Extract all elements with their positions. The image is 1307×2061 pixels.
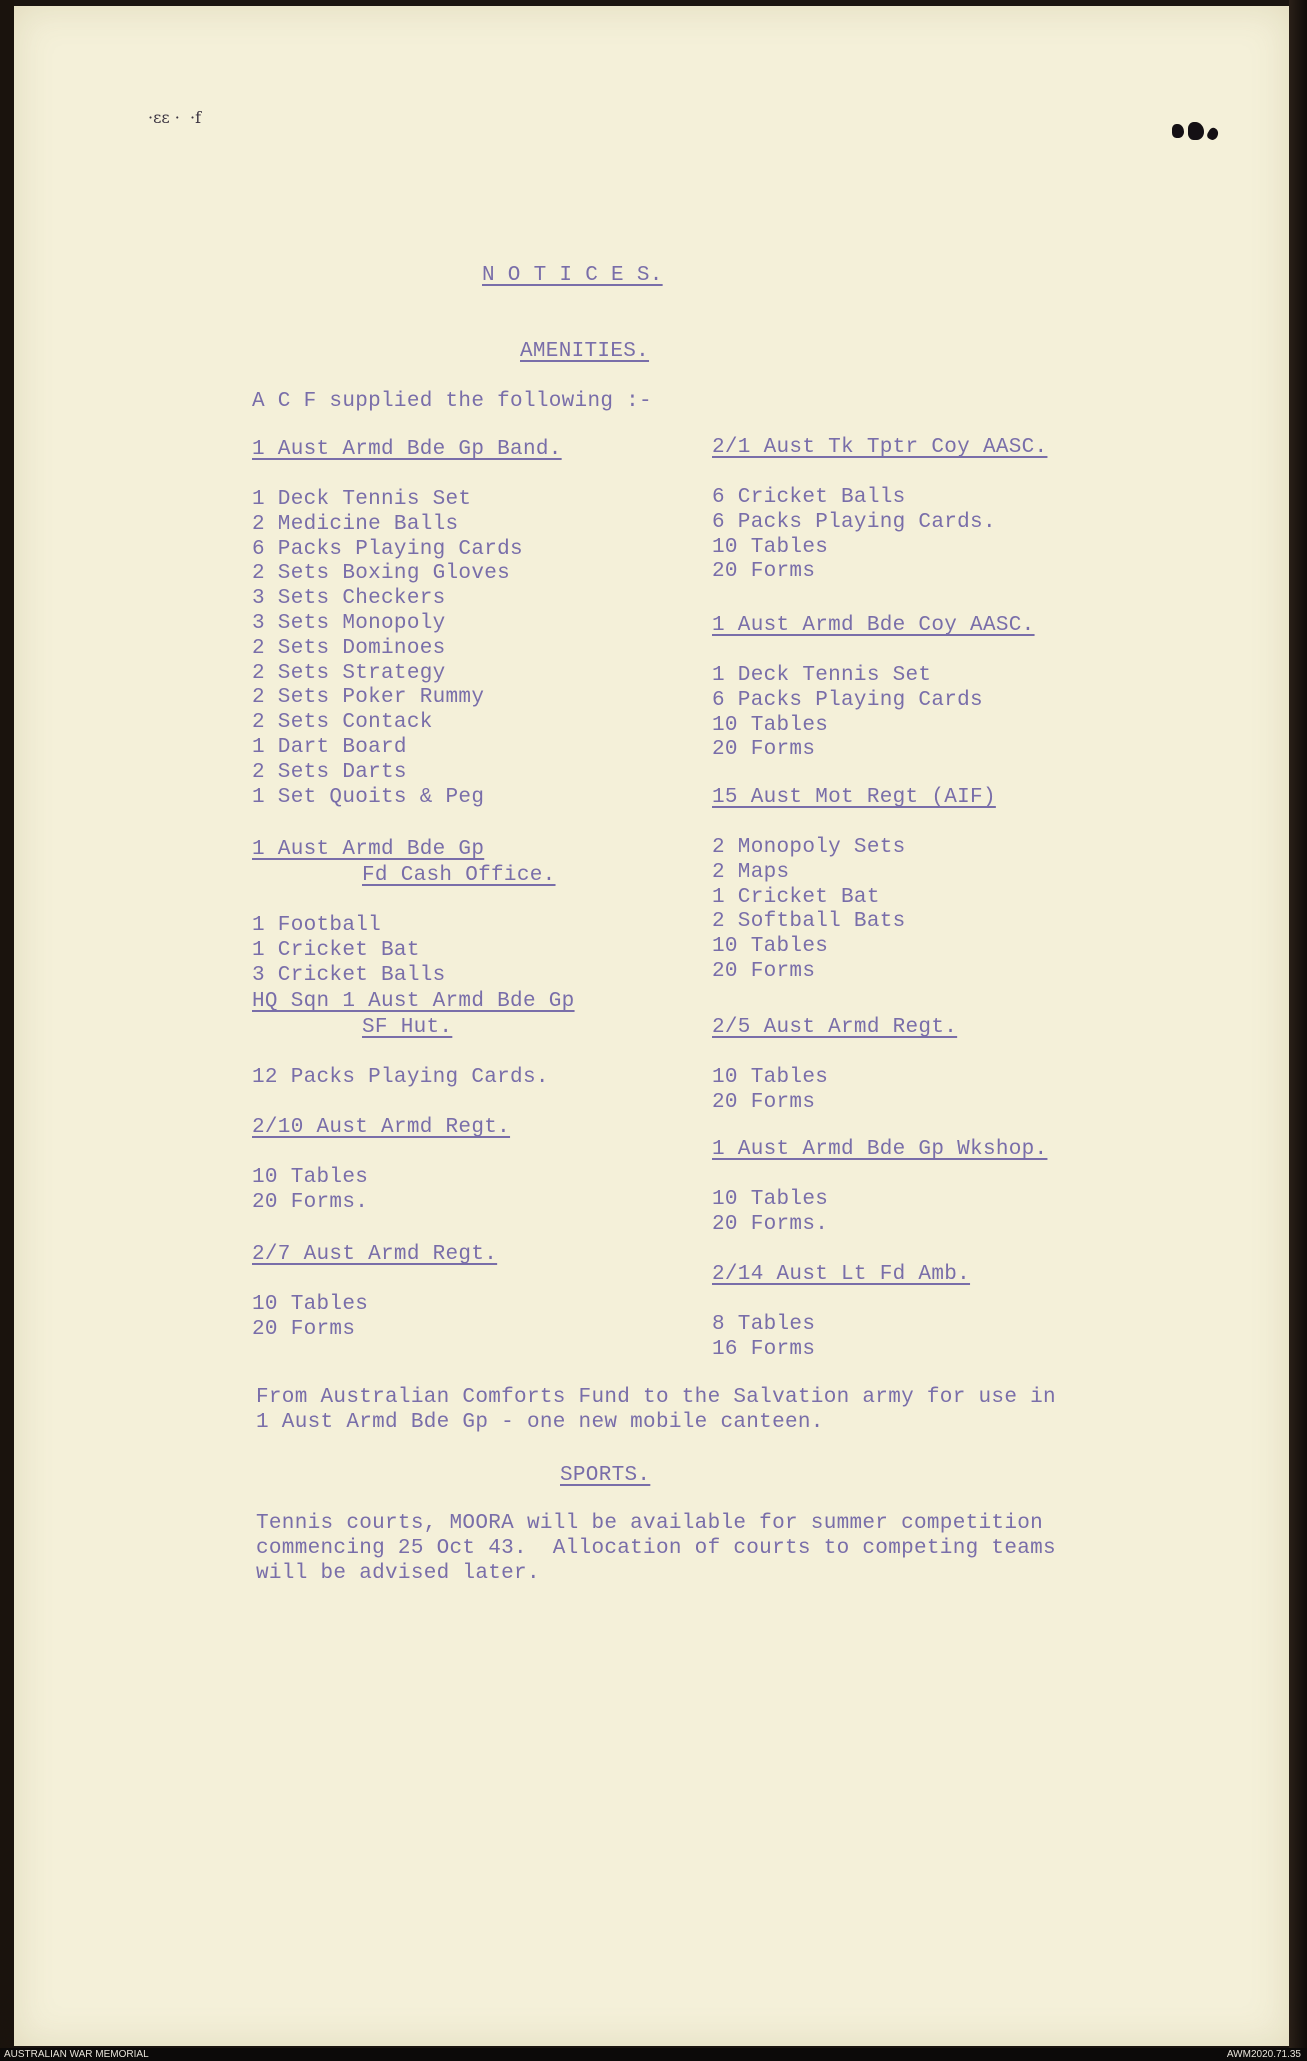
section-heading: 1 Aust Armd Bde Gp Wkshop. — [712, 1138, 1048, 1161]
notices-title: N O T I C E S. — [482, 264, 663, 287]
list-item: 6 Packs Playing Cards — [252, 538, 523, 561]
section-heading: 1 Aust Armd Bde Gp Band. — [252, 438, 562, 461]
document-sheet — [14, 6, 1290, 2046]
section-heading: 2/1 Aust Tk Tptr Coy AASC. — [712, 436, 1048, 459]
list-item: 1 Deck Tennis Set — [252, 488, 472, 511]
list-item: 10 Tables — [252, 1293, 369, 1316]
list-item: 6 Cricket Balls — [712, 486, 906, 509]
list-item: 1 Deck Tennis Set — [712, 664, 932, 687]
list-item: 12 Packs Playing Cards. — [252, 1066, 549, 1089]
amenities-heading: AMENITIES. — [520, 340, 650, 363]
section-heading: 1 Aust Armd Bde Coy AASC. — [712, 614, 1035, 637]
sports-line-2: commencing 25 Oct 43. Allocation of courts to competing teams — [256, 1537, 1056, 1560]
section-heading: 2/10 Aust Armd Regt. — [252, 1116, 511, 1139]
list-item: 2 Sets Boxing Gloves — [252, 562, 511, 585]
list-item: 6 Packs Playing Cards — [712, 689, 983, 712]
list-item: 2 Sets Darts — [252, 761, 407, 784]
list-item: 20 Forms — [712, 960, 816, 983]
list-item: 10 Tables — [252, 1166, 369, 1189]
sports-heading: SPORTS. — [560, 1464, 651, 1487]
section-heading: SF Hut. — [362, 1016, 453, 1039]
list-item: 10 Tables — [712, 536, 829, 559]
list-item: 1 Cricket Bat — [252, 939, 420, 962]
list-item: 16 Forms — [712, 1338, 816, 1361]
list-item: 10 Tables — [712, 1188, 829, 1211]
list-item: 2 Sets Contack — [252, 711, 433, 734]
list-item: 1 Cricket Bat — [712, 886, 880, 909]
ink-blot — [1188, 122, 1204, 140]
list-item: 20 Forms. — [252, 1191, 369, 1214]
list-item: 2 Monopoly Sets — [712, 836, 906, 859]
sports-line-3: will be advised later. — [256, 1562, 540, 1585]
list-item: 3 Cricket Balls — [252, 964, 446, 987]
list-item: 2 Maps — [712, 861, 790, 884]
list-item: 20 Forms. — [712, 1213, 829, 1236]
list-item: 20 Forms — [712, 738, 816, 761]
list-item: 20 Forms — [712, 560, 816, 583]
comforts-line-2: 1 Aust Armd Bde Gp - one new mobile canteen. — [256, 1411, 824, 1434]
list-item: 20 Forms — [712, 1091, 816, 1114]
list-item: 2 Sets Poker Rummy — [252, 686, 485, 709]
list-item: 2 Medicine Balls — [252, 513, 459, 536]
list-item: 20 Forms — [252, 1318, 356, 1341]
list-item: 1 Dart Board — [252, 736, 407, 759]
section-heading: 2/7 Aust Armd Regt. — [252, 1243, 498, 1266]
comforts-line-1: From Australian Comforts Fund to the Salvation army for use in — [256, 1386, 1056, 1409]
section-heading: HQ Sqn 1 Aust Armd Bde Gp — [252, 990, 575, 1013]
section-heading: 1 Aust Armd Bde Gp — [252, 838, 485, 861]
footer-reference: AWM2020.71.35 — [1226, 2049, 1301, 2060]
list-item: 1 Set Quoits & Peg — [252, 786, 485, 809]
list-item: 8 Tables — [712, 1313, 816, 1336]
list-item: 10 Tables — [712, 714, 829, 737]
list-item: 2 Sets Dominoes — [252, 637, 446, 660]
ink-blot — [1172, 124, 1184, 138]
list-item: 10 Tables — [712, 1066, 829, 1089]
section-heading: 2/5 Aust Armd Regt. — [712, 1016, 958, 1039]
list-item: 1 Football — [252, 914, 382, 937]
sports-line-1: Tennis courts, MOORA will be available for summer competition — [256, 1512, 1044, 1535]
list-item: 2 Sets Strategy — [252, 662, 446, 685]
list-item: 3 Sets Checkers — [252, 587, 446, 610]
scan-marks: ·ɛɛ · ·f — [148, 108, 202, 127]
list-item: 6 Packs Playing Cards. — [712, 511, 996, 534]
archive-footer — [0, 2048, 1307, 2061]
scan-edge-left — [0, 0, 14, 2048]
section-heading: 15 Aust Mot Regt (AIF) — [712, 786, 996, 809]
intro-line: A C F supplied the following :- — [252, 390, 652, 413]
list-item: 10 Tables — [712, 935, 829, 958]
list-item: 2 Softball Bats — [712, 910, 906, 933]
section-heading: 2/14 Aust Lt Fd Amb. — [712, 1263, 971, 1286]
section-heading: Fd Cash Office. — [362, 864, 556, 887]
footer-institution: AUSTRALIAN WAR MEMORIAL — [4, 2049, 149, 2060]
list-item: 3 Sets Monopoly — [252, 612, 446, 635]
scan-edge-right — [1289, 0, 1307, 2048]
